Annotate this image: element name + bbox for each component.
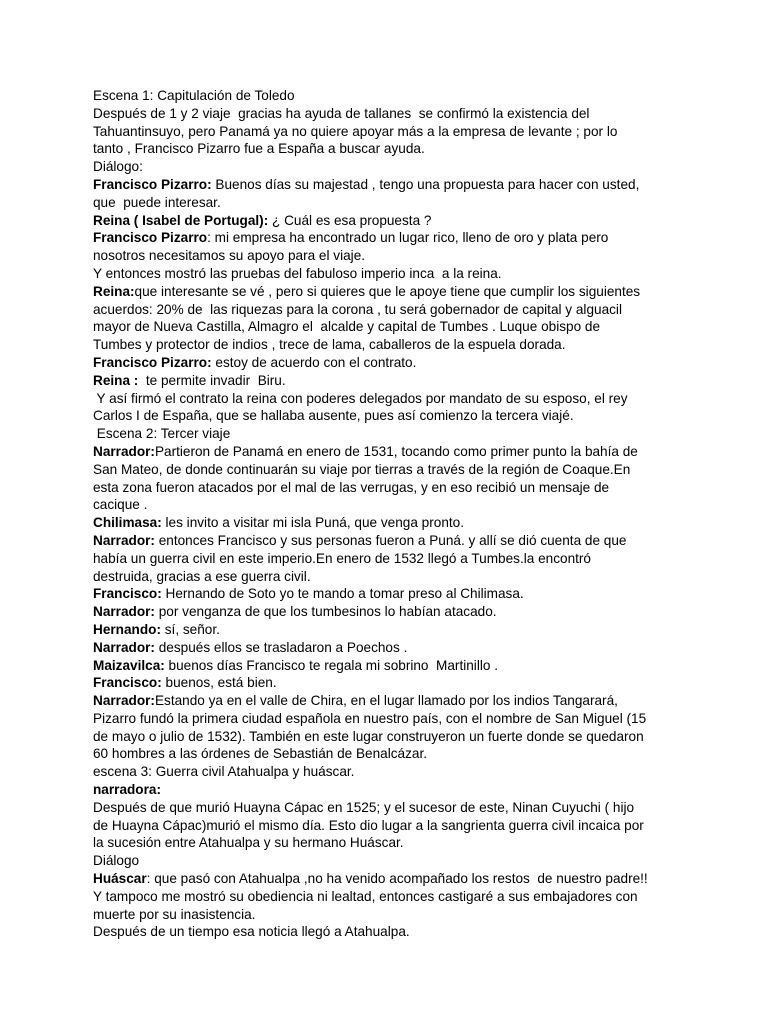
line-text: entonces Francisco y sus personas fueron a Puná. y allí se dió cuenta de que	[154, 532, 627, 548]
speaker-label: Reina ( Isabel de Portugal):	[93, 212, 269, 228]
text-line	[93, 425, 693, 443]
line-text: Buenos días su majestad , tengo una propuesta para hacer con usted,	[211, 176, 640, 192]
text-line	[93, 550, 693, 568]
speaker-label: Narrador:	[93, 443, 155, 459]
line-text: Tahuantinsuyo, pero Panamá ya no quiere apoyar más a la empresa de levante ; por lo	[93, 123, 618, 139]
line-text: cacique .	[93, 497, 148, 513]
line-text: Partieron de Panamá en enero de 1531, tocando como primer punto la bahía de	[154, 443, 638, 459]
text-line	[93, 639, 693, 657]
line-text: de Huayna Cápac)murió el mismo día. Esto dio lugar a la sangrienta guerra civil incaica por	[93, 817, 644, 833]
line-text: les invito a visitar mi isla Puná, que venga pronto.	[161, 515, 464, 531]
text-line	[93, 514, 693, 532]
text-line	[93, 674, 693, 692]
line-text: Diálogo	[93, 853, 140, 869]
text-line	[93, 336, 693, 354]
line-text: Tumbes y protector de indios , trece de lama, caballeros de la espuela dorada.	[93, 337, 566, 353]
line-text: Y así firmó el contrato la reina con poderes delegados por mandato de su esposo, el rey	[93, 390, 628, 406]
text-line	[93, 817, 693, 835]
line-text: acuerdos: 20% de las riquezas para la corona , tu será gobernador de capital y alguacil	[93, 301, 622, 317]
line-text: de mayo o julio de 1532). También en este lugar construyeron un fuerte donde se quedaron	[93, 728, 644, 744]
speaker-label: Narrador:	[93, 639, 155, 655]
line-text: Y tampoco me mostró su obediencia ni lealtad, entonces castigaré a sus embajadores con	[93, 888, 638, 904]
line-text: Después de que murió Huayna Cápac en 1525; y el sucesor de este, Ninan Cuyuchi ( hijo	[93, 799, 635, 815]
line-text: después ellos se trasladaron a Poechos .	[154, 639, 408, 655]
speaker-label: Francisco Pizarro:	[93, 176, 212, 192]
line-text: Pizarro fundó la primera ciudad española en nuestro país, con el nombre de San Miguel (15	[93, 710, 647, 726]
speaker-label: Francisco:	[93, 586, 162, 602]
line-text: Diálogo:	[93, 159, 143, 175]
line-text: Y entonces mostró las pruebas del fabuloso imperio inca a la reina.	[93, 265, 502, 281]
line-text: San Mateo, de donde continuarán su viaje por tierras a través de la región de Coaque.En	[93, 461, 631, 477]
speaker-label: Reina :	[93, 372, 139, 388]
text-line	[93, 888, 693, 906]
line-text: muerte por su inasistencia.	[93, 906, 256, 922]
line-text: esta zona fueron atacados por el mal de las verrugas, y en eso recibió un mensaje de	[93, 479, 610, 495]
text-line	[93, 443, 693, 461]
text-line	[93, 603, 693, 621]
speaker-label: Narrador:	[93, 532, 155, 548]
text-line	[93, 372, 693, 390]
text-line	[93, 318, 693, 336]
line-text: Escena 1: Capitulación de Toledo	[93, 88, 295, 103]
text-line	[93, 87, 693, 105]
line-text: tanto , Francisco Pizarro fue a España a buscar ayuda.	[93, 141, 425, 157]
line-text: te permite invadir Biru.	[138, 372, 286, 388]
line-text: Escena 2: Tercer viaje	[93, 426, 231, 442]
text-line	[93, 834, 693, 852]
text-line	[93, 781, 693, 799]
line-text: Estando ya en el valle de Chira, en el lugar llamado por los indios Tangarará,	[154, 693, 618, 709]
speaker-label: Francisco Pizarro	[93, 230, 208, 246]
text-line	[93, 532, 693, 550]
text-line	[93, 301, 693, 319]
line-text: por venganza de que los tumbesinos lo habían atacado.	[154, 604, 497, 620]
text-line	[93, 745, 693, 763]
line-text: Después de 1 y 2 viaje gracias ha ayuda de tallanes se confirmó la existencia del	[93, 105, 590, 121]
text-line	[93, 657, 693, 675]
text-line	[93, 923, 693, 941]
text-line	[93, 283, 693, 301]
text-line	[93, 354, 693, 372]
speaker-label: Narrador:	[93, 693, 155, 709]
speaker-label: Maizavilca:	[93, 657, 165, 673]
text-line	[93, 852, 693, 870]
line-text: Después de un tiempo esa noticia llegó a Atahualpa.	[93, 924, 410, 940]
text-line	[93, 176, 693, 194]
text-line	[93, 479, 693, 497]
line-text: 60 hombres a las órdenes de Sebastián de Benalcázar.	[93, 746, 428, 762]
speaker-label: Francisco:	[93, 675, 162, 691]
text-line	[93, 906, 693, 924]
text-line	[93, 105, 693, 123]
line-text: sí, señor.	[160, 621, 220, 637]
text-line	[93, 461, 693, 479]
line-text: Hernando de Soto yo te mando a tomar preso al Chilimasa.	[161, 586, 524, 602]
text-line	[93, 247, 693, 265]
line-text: la sucesión entre Atahualpa y su hermano Huáscar.	[93, 835, 404, 851]
speaker-label: Chilimasa:	[93, 515, 162, 531]
speaker-label: Huáscar	[93, 871, 147, 887]
document-body	[93, 87, 693, 941]
text-line	[93, 158, 693, 176]
line-text: buenos días Francisco te regala mi sobrino Martinillo .	[164, 657, 498, 673]
text-line	[93, 194, 693, 212]
speaker-label: narradora:	[93, 782, 161, 798]
text-line	[93, 265, 693, 283]
text-line	[93, 496, 693, 514]
text-line	[93, 621, 693, 639]
line-text: que interesante se vé , pero si quieres que le apoye tiene que cumplir los siguientes	[134, 283, 641, 299]
speaker-label: Reina:	[93, 283, 135, 299]
speaker-label: Narrador:	[93, 604, 155, 620]
text-line	[93, 870, 693, 888]
text-line	[93, 568, 693, 586]
line-text: buenos, está bien.	[161, 675, 277, 691]
line-text: mayor de Nueva Castilla, Almagro el alcalde y capital de Tumbes . Luque obispo de	[93, 319, 601, 335]
line-text: que puede interesar.	[93, 194, 221, 210]
line-text: había un guerra civil en este imperio.En enero de 1532 llegó a Tumbes.la encontró	[93, 550, 591, 566]
line-text: Carlos I de España, que se hallaba ausente, pues así comienzo la tercera viajé.	[93, 408, 574, 424]
speaker-label: Francisco Pizarro:	[93, 354, 212, 370]
text-line	[93, 140, 693, 158]
text-line	[93, 710, 693, 728]
line-text: : que pasó con Atahualpa ,no ha venido acompañado los restos de nuestro padre!!	[146, 871, 648, 887]
text-line	[93, 585, 693, 603]
line-text: destruida, gracias a ese guerra civil.	[93, 568, 311, 584]
text-line	[93, 799, 693, 817]
text-line	[93, 407, 693, 425]
text-line	[93, 229, 693, 247]
line-text: : mi empresa ha encontrado un lugar rico, lleno de oro y plata pero	[207, 230, 609, 246]
line-text: estoy de acuerdo con el contrato.	[211, 354, 417, 370]
speaker-label: Hernando:	[93, 621, 161, 637]
text-line	[93, 390, 693, 408]
text-line	[93, 123, 693, 141]
line-text: nosotros necesitamos su apoyo para el viaje.	[93, 248, 366, 264]
line-text: escena 3: Guerra civil Atahualpa y huáscar.	[93, 764, 355, 780]
text-line	[93, 763, 693, 781]
line-text: ¿ Cuál es esa propuesta ?	[268, 212, 432, 228]
text-line	[93, 212, 693, 230]
text-line	[93, 728, 693, 746]
text-line	[93, 692, 693, 710]
